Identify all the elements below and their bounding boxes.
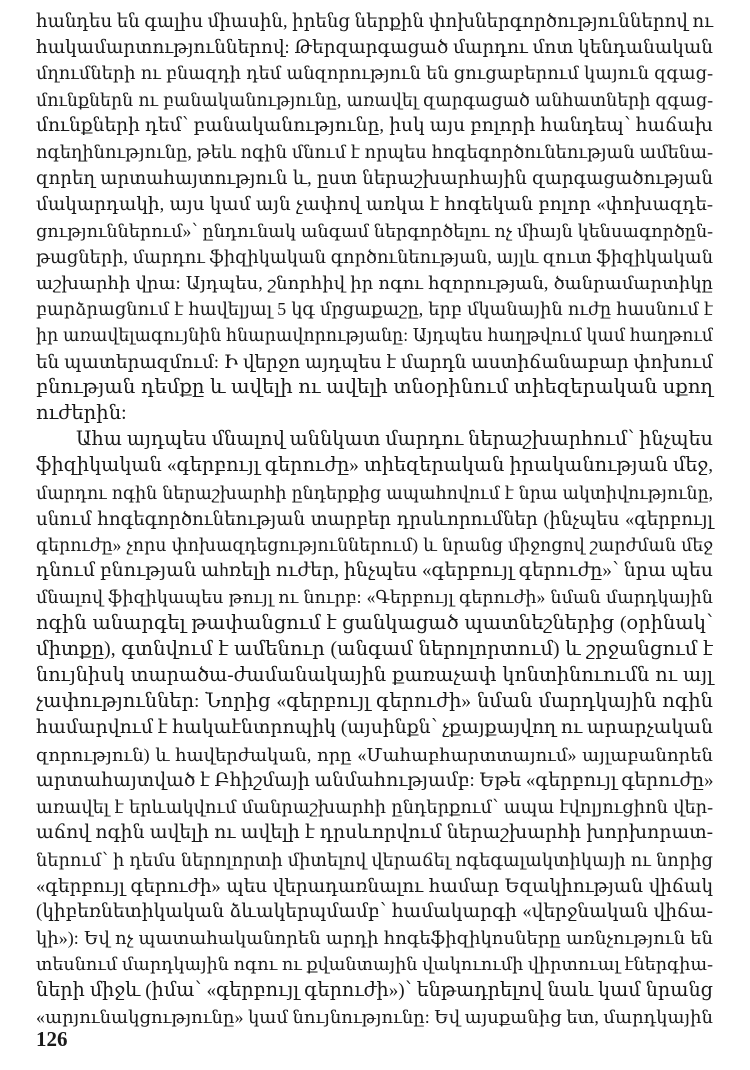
text-line: ուժերին: xyxy=(36,403,127,425)
text-line: ֆիզիկական «գերբույլ գերուժը» տիեզերական իրականության մեջ, xyxy=(36,455,713,477)
text-line: դնում բնության աhռելի ուժեր, ինչպես «գերբույլ գերուժը»՝ նրա պես xyxy=(36,560,713,582)
text-line: են պատերազմում: Ի վերջո այդպես է մարդն աստիճանաբար փոխում xyxy=(36,351,713,372)
text-line: զորություն) և հավերժական, որը «Մահաբհարտտայում» այլաբանորեն xyxy=(36,744,713,765)
text-line: բնության դեմքը և ավելի ու ավելի տնօրինում տիեզերական սքող xyxy=(36,376,713,398)
text-line: համարվում է հակաէնտրոպիկ (այսինքն՝ չքայքայվող ու արարչական xyxy=(36,717,713,739)
text-line: մակարդակի, այս կամ այն չափով առկա է հոգեկան բոլոր «փոխազդե- xyxy=(36,194,713,215)
body-text xyxy=(36,8,713,1030)
text-line: հանդես են գալիս միասին, իրենց ներքին փոխներգործություններով ու xyxy=(36,11,713,31)
text-line: գերուժը» չորս փոխազդեցություններում) և նրանց միջոցով շարժման մեջ xyxy=(36,535,713,556)
paragraph-1 xyxy=(36,8,713,427)
text-line: «արյունակցությունը» կամ նույնությունը: Եվ այսքանից ետ, մարդկային xyxy=(36,1006,713,1027)
text-line: նույնիսկ տարածա-ժամանակային քառաչափ կոնտինուումն ու այլ xyxy=(36,665,713,687)
text-line: ների միջև (իմա՝ «գերբույլ գերուժի»)՝ ենթադրելով նաև կամ նրանց xyxy=(36,979,713,1001)
text-line: աշխարհի վրա: Այդպես, շնորհիվ իր ոգու հզորության, ծանրամարտիկը xyxy=(36,273,713,294)
text-line: մղումների ու բնազդի դեմ անզորություն են ցուցաբերում կայուն զգաց- xyxy=(36,63,713,84)
text-line: ներում՝ ի դեմս ներոլորտի միտելով վերաճել ոգեգալակտիկայի ու նորից xyxy=(36,849,713,870)
text-line: չափություններ: Նորից «գերբույլ գերուժի» նման մարդկային ոգին xyxy=(36,691,713,713)
text-line: մարդու ոգին ներաշխարհի ընդերքից ապահովում է նրա ակտիվությունը, xyxy=(36,482,713,503)
text-line: մունքներն ու բանականությունը, առավել զարգացած անհատների զգաց- xyxy=(36,89,713,110)
page-number: 126 xyxy=(36,1027,68,1051)
text-line: առավել է երևակվում մանրաշխարհի ընդերքում՝ ապա էվոլյուցիոն վեր- xyxy=(36,797,713,818)
text-line: (կիբեռնետիկական ձևակերպմամբ՝ համակարգի «վերջնական վիճա- xyxy=(36,900,713,922)
text-line: ցություններում»՝ ընդունակ անգամ ներգործելու ոչ միայն կենսագործըն- xyxy=(36,220,713,241)
text-line: «գերբույլ գերուժի» պես վերադառնալու համար Եզակիության վիճակ xyxy=(36,875,713,896)
text-line: միտքը), գտնվում է ամենուր (անգամ ներոլորտում) և շրջանցում է xyxy=(36,638,713,660)
text-line: արտահայտված է Բհիշմայի անմահությամբ: Եթե «գերբույլ գերուժը» xyxy=(36,769,714,791)
text-line: ոգեղինությունը, թեև ոգին մնում է որպես հոգեգործունեության ամենա- xyxy=(36,142,713,163)
text-line: ոգին անարգել թափանցում է ցանկացած պատնեշներից (օրինակ՝ xyxy=(36,612,713,634)
text-line: հակամարտություններով: Թերզարգացած մարդու մոտ կենդանական xyxy=(36,37,713,58)
text-line: սնում հոգեգործունեության տարբեր դրսևորումներ (ինչպես «գերբույլ xyxy=(36,508,713,529)
text-line: կի»): Եվ ոչ պատահականորեն արդի հոգեֆիզիկոսները առնչություն են xyxy=(36,928,713,949)
paragraph-2 xyxy=(36,427,713,1030)
text-line: թացների, մարդու ֆիզիկական գործունեության, այլև զուտ ֆիզիկական xyxy=(36,246,713,267)
text-line: մունքների դեմ՝ բանականությունը, իսկ այս բոլորի հանդեպ՝ հաճախ xyxy=(36,114,713,136)
text-line: բարձրացնում է հավելյալ 5 կգ մրցաքաշը, երբ մկանային ուժը հասնում է xyxy=(36,299,713,320)
text-line: տեսնում մարդկային ոգու ու քվանտային վակուումի վիրտուալ էներգիա- xyxy=(36,954,713,975)
text-line: իր առավելագույնին հնարավորությանը: Այդպես հաղթվում կամ հաղթում xyxy=(36,325,713,346)
text-line: զորեղ արտահայտություն և, ըստ ներաշխարհային զարգացածության xyxy=(36,168,713,189)
text-line: աճով ոգին ավելի ու ավելի է դրսևորվում ներաշխարհի խորխորատ- xyxy=(36,822,713,844)
text-line: մնալով ֆիզիկապես թույլ ու նուրբ: «Գերբույլ գերուժի» նման մարդկային xyxy=(36,587,713,608)
text-line: Ահա այդպես մնալով աննկատ մարդու ներաշխարհում՝ ինչպես xyxy=(76,429,713,451)
